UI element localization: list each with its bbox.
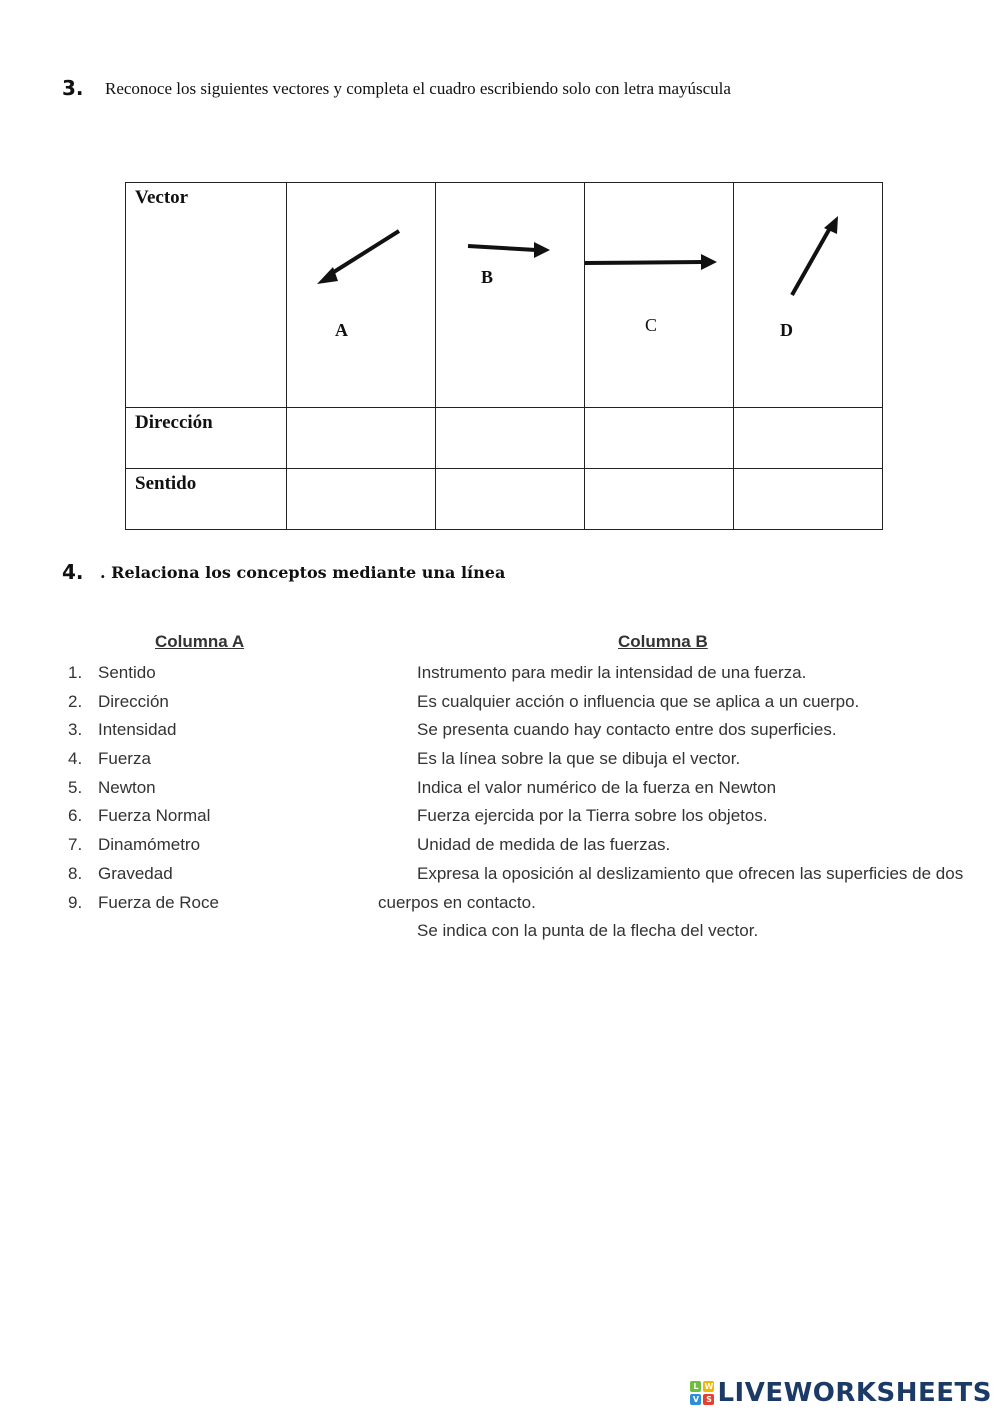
column-a-item[interactable] [68,802,219,831]
question-4-text: . Relaciona los conceptos mediante una línea [100,563,506,582]
liveworksheets-logo [690,1378,992,1408]
vector-cell-b [436,183,585,408]
column-b-item[interactable]: Indica el valor numérico de la fuerza en Newton [417,777,777,797]
direction-answer-c[interactable] [585,408,734,469]
item-number: 8. [68,863,83,883]
row-label-vector: Vector [126,183,287,408]
column-b-item[interactable]: Es la línea sobre la que se dibuja el vector. [417,749,741,769]
item-text: Fuerza [98,749,151,769]
arrow-b-icon [436,183,584,403]
item-number: 2. [68,691,83,711]
item-number: 9. [68,892,83,912]
column-b-item[interactable]: Fuerza ejercida por la Tierra sobre los objetos. [417,806,768,826]
item-text: Dinamómetro [98,835,201,855]
item-text: Newton [98,777,156,797]
brand-name: LIVEWORKSHEETS [717,1378,992,1408]
sense-answer-b[interactable] [436,469,585,530]
item-text: Gravedad [98,863,173,883]
column-a-item[interactable] [68,745,219,774]
logo-tile: L [690,1381,701,1392]
item-text: Fuerza de Roce [98,892,219,912]
column-a-title: Columna A [155,632,245,651]
column-a-item[interactable] [68,831,219,860]
direction-answer-b[interactable] [436,408,585,469]
column-a-item[interactable] [68,774,219,803]
logo-tile: S [703,1394,714,1405]
item-text: Sentido [98,663,156,682]
column-a-item[interactable] [68,860,219,889]
sense-answer-d[interactable] [734,469,883,530]
direction-answer-a[interactable] [287,408,436,469]
vector-label-b: B [481,267,494,287]
item-text: Intensidad [98,720,177,740]
column-a-list [68,659,219,917]
column-b-title: Columna B [618,632,708,651]
item-text: Fuerza Normal [98,806,211,826]
row-label-sense: Sentido [126,469,287,530]
column-a-item[interactable] [68,889,219,918]
arrow-c-icon [585,183,733,403]
column-b-item[interactable]: Se presenta cuando hay contacto entre dos superficies. [417,720,837,740]
vector-cell-c [585,183,734,408]
sense-row [126,469,883,530]
column-b-item[interactable]: Se indica con la punta de la flecha del vector. [417,921,759,941]
item-number: 1. [68,663,83,682]
item-number: 6. [68,806,83,826]
column-a-item[interactable] [68,659,219,688]
vector-cell-a [287,183,436,408]
vector-label-d: D [780,320,793,340]
item-number: 4. [68,749,83,769]
question-3-number: 3. [62,76,84,100]
column-b-item[interactable]: Unidad de medida de las fuerzas. [417,835,671,855]
item-number: 3. [68,720,83,740]
question-4-number: 4. [62,560,84,584]
vector-cell-d [734,183,883,408]
row-label-direction: Dirección [126,408,287,469]
logo-tile: V [690,1394,701,1405]
logo-tile: W [704,1382,714,1391]
question-3-text: Reconoce los siguientes vectores y completa el cuadro escribiendo solo con letra mayúscula [105,79,731,98]
liveworksheets-icon [690,1381,714,1405]
item-text: Dirección [98,691,169,711]
item-number: 7. [68,835,83,855]
column-b-list [378,659,964,946]
vector-label-c: C [645,315,658,335]
column-b-item[interactable]: Es cualquier acción o influencia que se aplica a un cuerpo. [417,691,860,711]
column-b-item[interactable]: Instrumento para medir la intensidad de una fuerza. [417,663,807,682]
arrow-a-icon [287,183,435,403]
column-b-item[interactable]: Expresa la oposición al deslizamiento que ofrecen las superficies de dos [417,863,964,883]
column-b-item-continuation[interactable]: cuerpos en contacto. [378,892,536,912]
sense-answer-a[interactable] [287,469,436,530]
column-a-item[interactable] [68,716,219,745]
vector-row [126,183,883,408]
arrow-d-icon [734,183,882,403]
item-number: 5. [68,777,83,797]
direction-row [126,408,883,469]
direction-answer-d[interactable] [734,408,883,469]
vector-label-a: A [335,320,348,340]
vector-table [125,182,883,530]
column-a-item[interactable] [68,688,219,717]
sense-answer-c[interactable] [585,469,734,530]
